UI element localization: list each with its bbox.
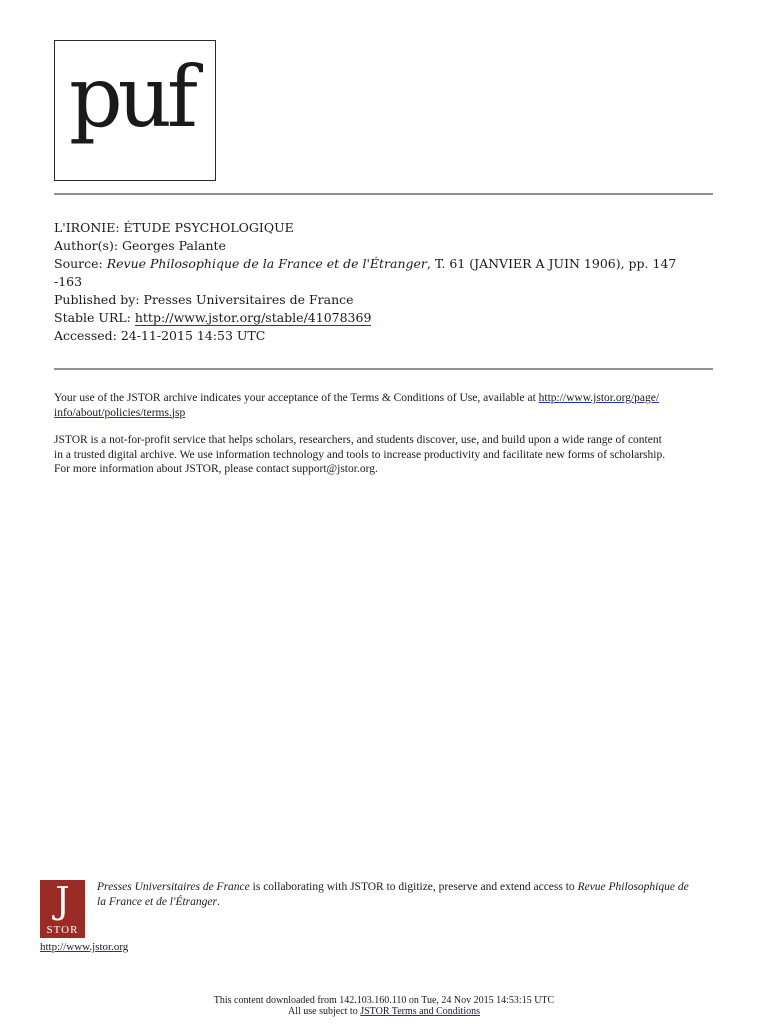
jstor-logo-word: STOR [46,924,79,936]
terms-paragraph [54,391,724,420]
article-title: L'IRONIE: ÉTUDE PSYCHOLOGIQUE [54,220,294,235]
jstor-home-link[interactable]: http://www.jstor.org [40,941,129,953]
source-details: , T. 61 (JANVIER A JUIN 1906), pp. 147 [426,256,677,271]
collab-middle: is collaborating with JSTOR to digitize, preserve and extend access to [249,881,578,893]
publisher-name: Presses Universitaires de France [143,292,354,307]
source-line [54,256,724,271]
collaboration-statement [97,880,737,910]
collab-journal-part-2: la France et de l'Étranger [97,896,217,908]
description-line-2: in a trusted digital archive. We use information technology and tools to increase productivity and facilitate new forms of scholarship. [54,448,666,461]
stable-url-label: Stable URL: [54,310,135,325]
accessed-label: Accessed: [54,328,121,343]
jstor-description [54,433,724,477]
terms-link-part-1: http://www.jstor.org/page/ [538,392,660,404]
publisher-logo [54,40,216,181]
source-pages-continued: -163 [54,274,83,289]
puf-logo-text: puf [69,48,193,146]
author-line [54,238,724,253]
description-line-3: For more information about JSTOR, please contact support@jstor.org. [54,463,378,475]
jstor-logo [40,880,85,938]
collab-end: . [217,896,220,908]
terms-link-part-2: info/about/policies/terms.jsp [54,406,186,419]
publisher-line [54,292,724,307]
collab-publisher: Presses Universitaires de France [97,881,250,893]
description-line-1: JSTOR is a not-for-profit service that helps scholars, researchers, and students discover, use, and build upon a wide range of content [54,434,662,446]
author-name: Georges Palante [122,238,226,253]
collab-journal-part-1: Revue Philosophique de [577,881,689,893]
terms-conditions-link[interactable]: JSTOR Terms and Conditions [360,1006,480,1017]
publisher-label: Published by: [54,292,144,307]
download-notice: This content downloaded from 142.103.160.110 on Tue, 24 Nov 2015 14:53:15 UTC [213,995,555,1006]
author-label: Author(s): [54,238,123,253]
terms-text: Your use of the JSTOR archive indicates your acceptance of the Terms & Conditions of Use, available at [54,392,539,404]
source-journal: Revue Philosophique de la France et de l'Étranger [106,256,427,271]
stable-url-line [54,310,724,325]
terms-notice [0,1006,768,1017]
source-label: Source: [54,256,107,271]
accessed-line [54,328,724,343]
terms-notice-text: All use subject to [288,1006,361,1017]
jstor-logo-mark: J [55,881,70,922]
accessed-date: 24-11-2015 14:53 UTC [120,328,266,343]
top-divider [54,193,713,195]
middle-divider [54,368,713,370]
stable-url-link[interactable]: http://www.jstor.org/stable/41078369 [134,310,372,325]
